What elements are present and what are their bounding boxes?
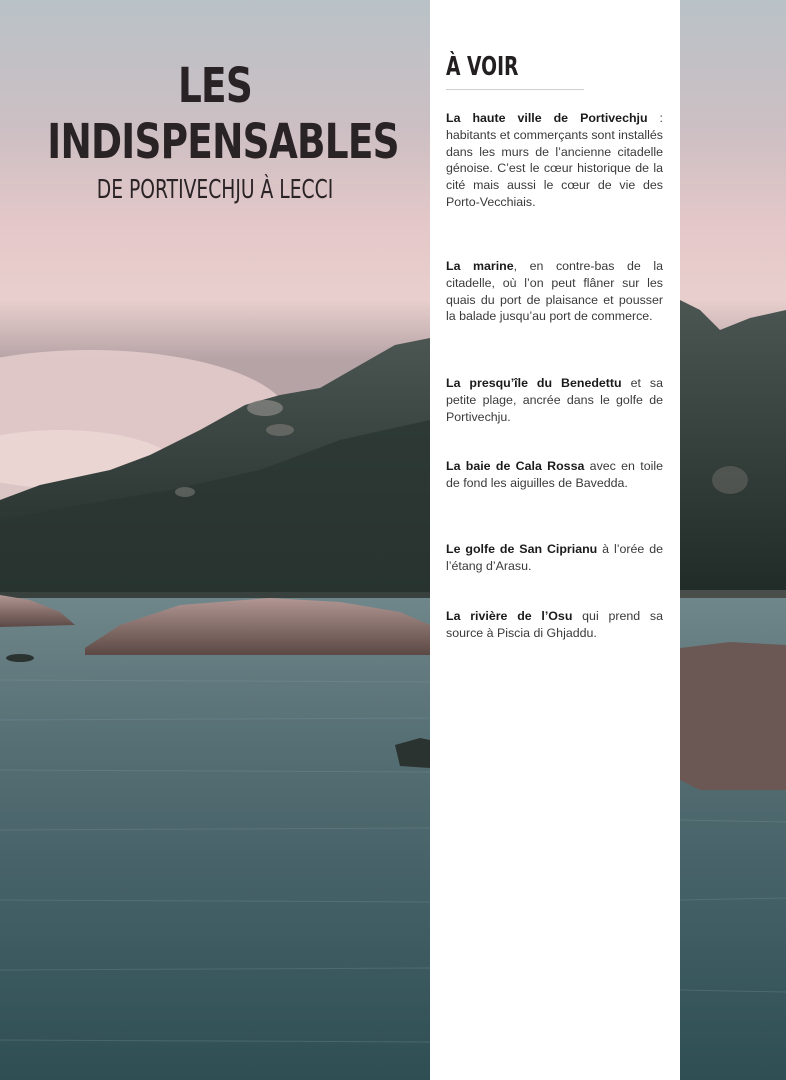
item-description: : habitants et commerçants sont installés dans les murs de l’ancienne citadelle génoise. C’est le cœur historique de la cité mais aussi le cœur de vie des Porto-Vecchiais. [446,111,664,209]
item-name: La marine [446,259,514,273]
title-line-indispensables: INDISPENSABLES [47,114,399,170]
item-description: et sa petite plage, ancrée dans le golfe de Portivechju. [446,376,663,424]
section-divider [446,89,584,90]
section-title: À VOIR [446,52,519,82]
page-title [0,58,430,208]
page-subtitle: DE PORTIVECHJU À LECCI [96,175,334,205]
list-item [446,258,663,325]
content-panel [430,0,680,1080]
list-item [446,541,663,575]
item-description: , en contre-bas de la citadelle, où l’on peut flâner sur les quais du port de plaisance et pousser la balade jusqu’au port de commerce. [446,259,663,324]
list-item [446,458,663,492]
list-item [446,375,663,425]
title-line-les: LES [177,58,253,114]
item-name: La presqu’île du Benedettu [446,376,622,390]
list-item [446,608,663,642]
item-description: avec en toile de fond les aiguilles de Bavedda. [446,459,663,490]
item-name: Le golfe de San Ciprianu [446,542,598,556]
list-item [446,110,663,211]
item-name: La baie de Cala Rossa [446,459,585,473]
item-name: La rivière de l’Osu [446,609,573,623]
item-name: La haute ville de Portivechju [446,111,648,125]
item-description: à l’orée de l’étang d’Arasu. [446,542,663,573]
item-description: qui prend sa source à Piscia di Ghjaddu. [446,609,664,640]
